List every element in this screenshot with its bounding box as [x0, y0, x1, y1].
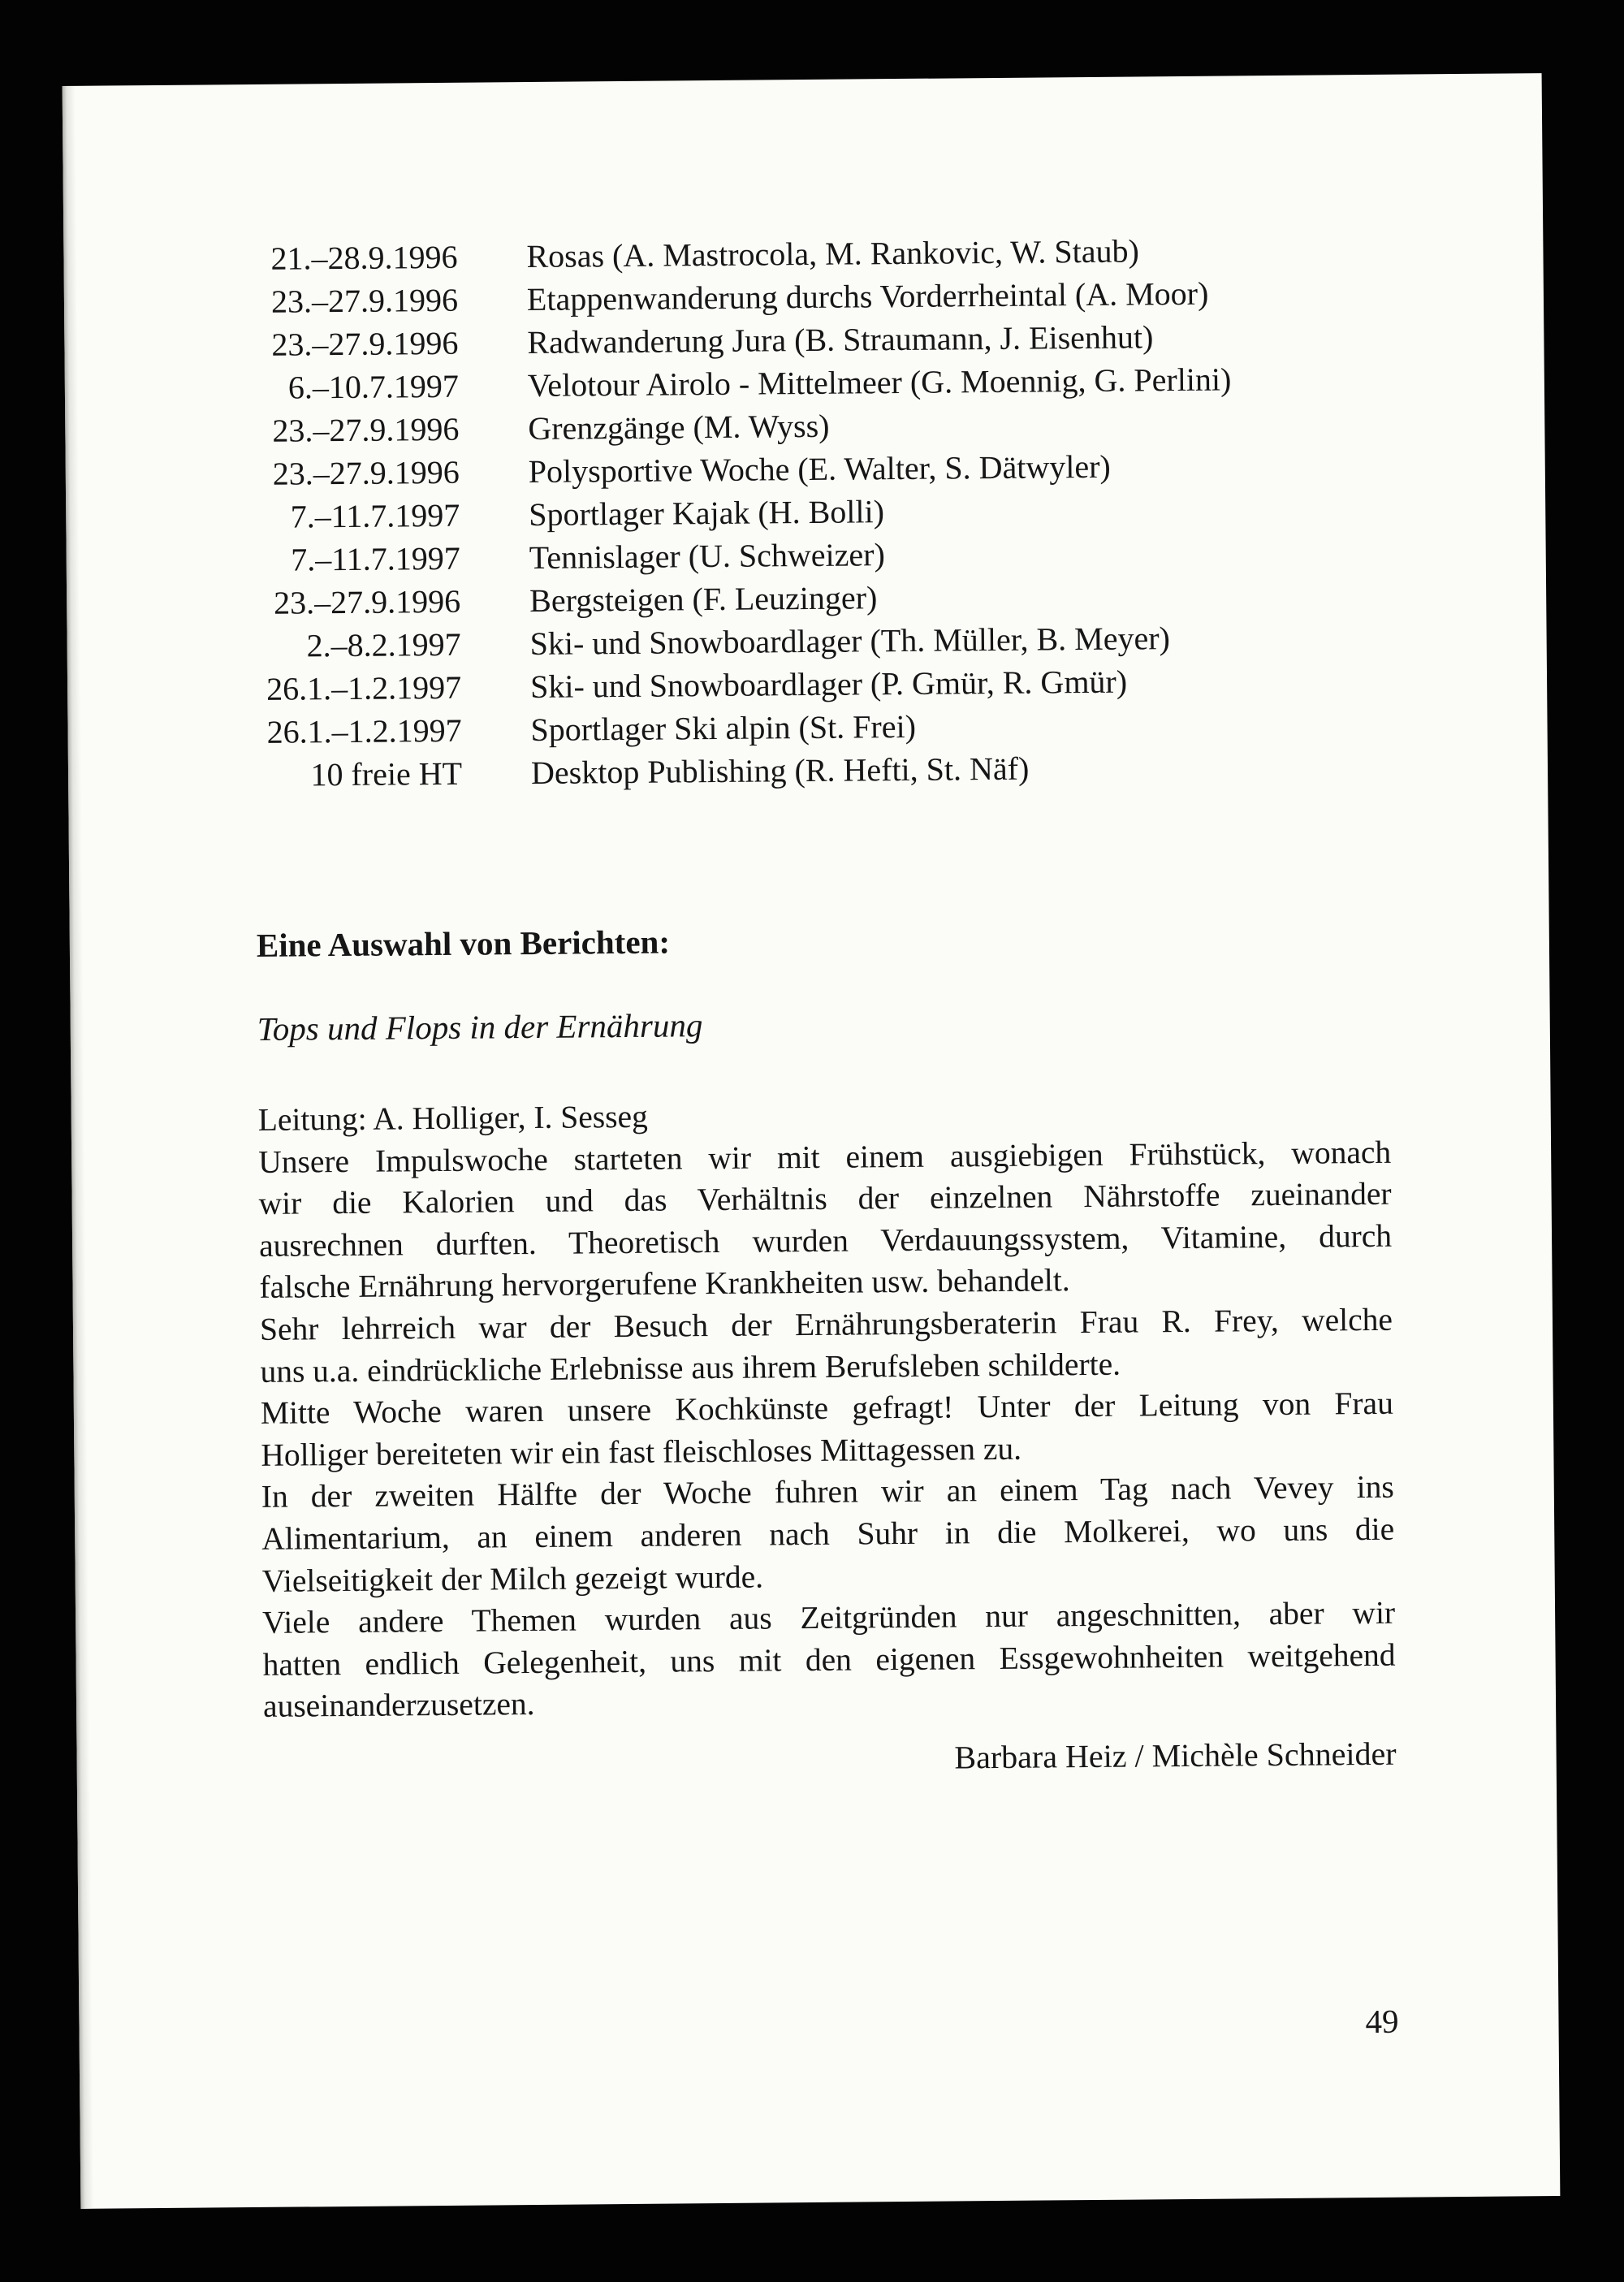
- page-number: 49: [1365, 2002, 1399, 2041]
- schedule-event: Tennislager (U. Schweizer): [529, 536, 886, 577]
- book-page: [63, 73, 1561, 2209]
- schedule-date: 7.–11.7.1997: [290, 496, 460, 535]
- schedule-event: Bergsteigen (F. Leuzinger): [529, 579, 878, 620]
- section-heading: Eine Auswahl von Berichten:: [256, 923, 671, 964]
- report-text-line: hatten endlich Gelegenheit, uns mit den eigenen Essgewohnheiten weitgehend: [262, 1636, 1396, 1683]
- report-body: [258, 1090, 1397, 1728]
- schedule-event: Sportlager Ski alpin (St. Frei): [530, 707, 917, 748]
- schedule-row: [242, 659, 1234, 711]
- schedule-row: [243, 745, 1235, 797]
- report-text-line: uns u.a. eindrückliche Erlebnisse aus ihrem Berufsleben schilderte.: [260, 1346, 1121, 1390]
- schedule-date: 23.–27.9.1996: [272, 410, 460, 449]
- schedule-event: Grenzgänge (M. Wyss): [528, 407, 830, 447]
- report-text-line: falsche Ernährung hervorgerufene Krankheiten usw. behandelt.: [259, 1262, 1070, 1306]
- report-text-line: Vielseitigkeit der Milch gezeigt wurde.: [261, 1558, 764, 1599]
- schedule-date: 26.1.–1.2.1997: [266, 668, 462, 707]
- report-text-line: Alimentarium, an einem anderen nach Suhr in die Molkerei, wo uns die: [261, 1511, 1395, 1557]
- schedule-date: 21.–28.9.1996: [270, 238, 458, 277]
- schedule-event: Etappenwanderung durchs Vorderrheintal (A. Moor): [526, 274, 1209, 318]
- schedule-event: Ski- und Snowboardlager (P. Gmür, R. Gmür): [529, 663, 1128, 705]
- schedule-event: Rosas (A. Mastrocola, M. Rankovic, W. Staub): [526, 232, 1140, 275]
- schedule-list: [238, 228, 1234, 797]
- schedule-event: Radwanderung Jura (B. Straumann, J. Eisenhut): [527, 318, 1154, 361]
- schedule-date: 10 freie HT: [310, 754, 463, 793]
- schedule-date: 2.–8.2.1997: [306, 625, 461, 664]
- report-text-line: wir die Kalorien und das Verhältnis der einzelnen Nährstoffe zueinander: [258, 1175, 1392, 1222]
- schedule-date: 23.–27.9.1996: [271, 324, 459, 363]
- signature: Barbara Heiz / Michèle Schneider: [954, 1735, 1397, 1776]
- report-text-line: In der zweiten Hälfte der Woche fuhren wir an einem Tag nach Vevey ins: [261, 1469, 1394, 1515]
- schedule-event: Polysportive Woche (E. Walter, S. Dätwyler): [528, 447, 1111, 491]
- schedule-date: 23.–27.9.1996: [272, 453, 460, 492]
- report-text-line: Sehr lehrreich war der Besuch der Ernährungsberaterin Frau R. Frey, welche: [259, 1301, 1393, 1347]
- report-title: Tops und Flops in der Ernährung: [257, 1006, 703, 1048]
- report-text-line: Leitung: A. Holliger, I. Sesseg: [257, 1098, 648, 1138]
- schedule-date: 7.–11.7.1997: [291, 539, 460, 578]
- schedule-event: Velotour Airolo - Mittelmeer (G. Moennig, G. Perlini): [527, 361, 1232, 404]
- report-text-line: Mitte Woche waren unsere Kochkünste gefragt! Unter der Leitung von Frau: [260, 1385, 1394, 1432]
- report-text-line: Unsere Impulswoche starteten wir mit einem ausgiebigen Frühstück, wonach: [258, 1134, 1392, 1180]
- report-text-line: auseinanderzusetzen.: [262, 1686, 535, 1725]
- report-text-line: Viele andere Themen wurden aus Zeitgründen nur angeschnitten, aber wir: [261, 1594, 1396, 1641]
- schedule-event: Sportlager Kajak (H. Bolli): [529, 493, 885, 534]
- schedule-event: Desktop Publishing (R. Hefti, St. Näf): [530, 750, 1030, 791]
- schedule-date: 26.1.–1.2.1997: [266, 711, 462, 750]
- schedule-date: 23.–27.9.1996: [270, 281, 459, 320]
- report-text-line: ausrechnen durften. Theoretisch wurden Verdauungssystem, Vitamine, durch: [258, 1217, 1393, 1264]
- schedule-date: 23.–27.9.1996: [273, 582, 461, 621]
- schedule-date: 6.–10.7.1997: [287, 367, 460, 406]
- report-text-line: Holliger bereiteten wir ein fast fleischloses Mittagessen zu.: [261, 1430, 1022, 1473]
- schedule-row: [240, 443, 1233, 495]
- schedule-row: [240, 357, 1232, 409]
- schedule-event: Ski- und Snowboardlager (Th. Müller, B. Meyer): [529, 620, 1171, 662]
